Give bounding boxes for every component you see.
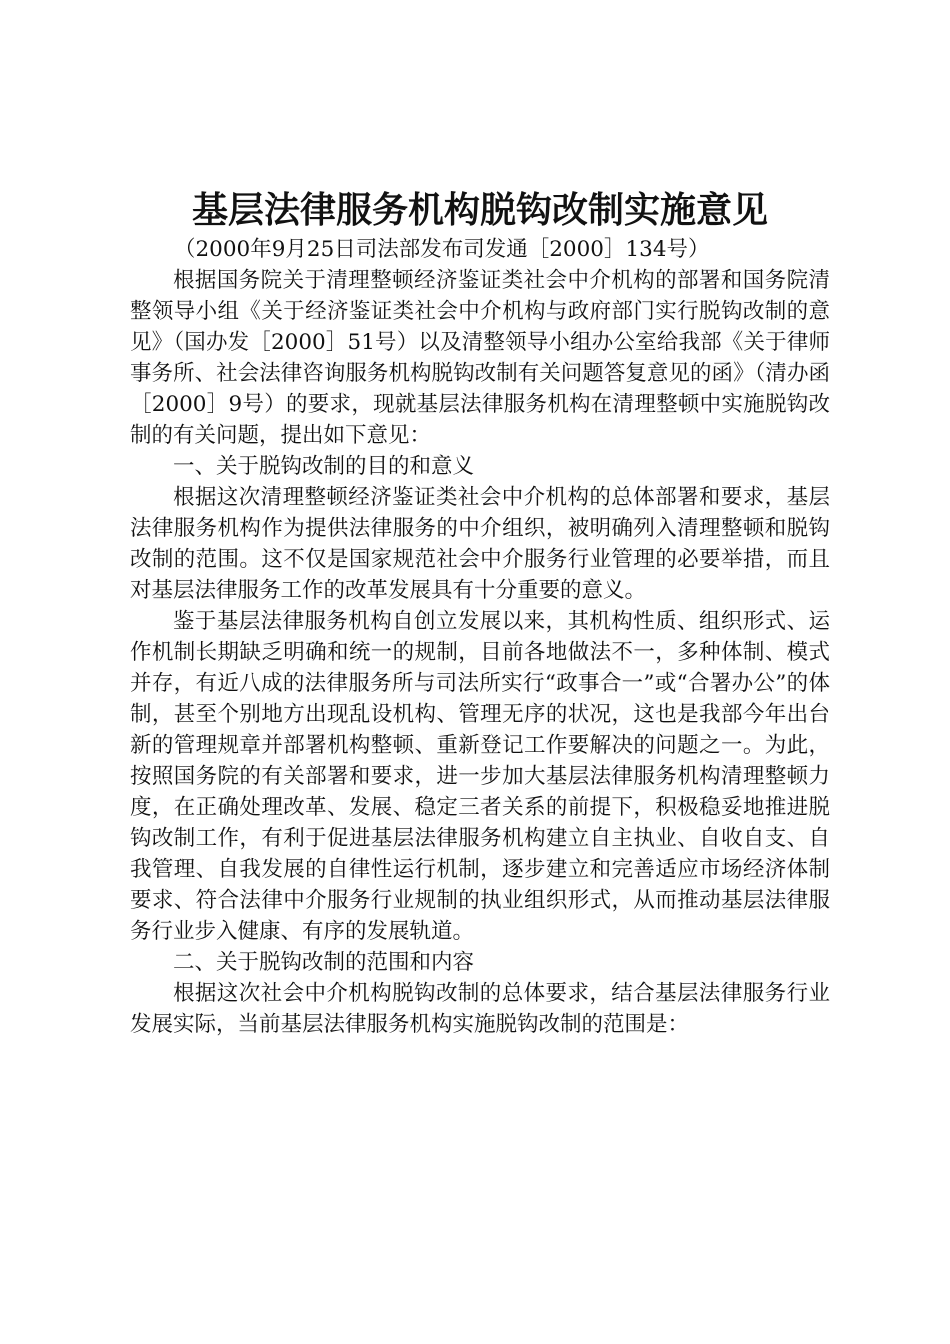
document-page xyxy=(130,186,830,1040)
intro-paragraph: 根据国务院关于清理整顿经济鉴证类社会中介机构的部署和国务院清整领导小组《关于经济鉴证类社会中介机构与政府部门实行脱钩改制的意见》（国办发［2000］51号）以及清整领导小组办公室给我部《关于律师事务所、社会法律咨询服务机构脱钩改制有关问题答复意见的函》（清办函［2000］9号）的要求，现就基层法律服务机构在清理整顿中实施脱钩改制的有关问题，提出如下意见： xyxy=(130,268,830,448)
document-title: 基层法律服务机构脱钩改制实施意见 xyxy=(191,189,768,231)
section-2-paragraph-1: 根据这次社会中介机构脱钩改制的总体要求，结合基层法律服务行业发展实际，当前基层法律服务机构实施脱钩改制的范围是： xyxy=(130,981,830,1037)
section-1-paragraph-1: 根据这次清理整顿经济鉴证类社会中介机构的总体部署和要求，基层法律服务机构作为提供法律服务的中介组织，被明确列入清理整顿和脱钩改制的范围。这不仅是国家规范社会中介服务行业管理的必要举措，而且对基层法律服务工作的改革发展具有十分重要的意义。 xyxy=(130,485,830,603)
section-1-paragraph-2: 鉴于基层法律服务机构自创立发展以来，其机构性质、组织形式、运作机制长期缺乏明确和统一的规制，目前各地做法不一，多种体制、模式并存，有近八成的法律服务所与司法所实行“政事合一”或“合署办公”的体制，甚至个别地方出现乱设机构、管理无序的状况，这也是我部今年出台新的管理规章并部署机构整顿、重新登记工作要解决的问题之一。为此，按照国务院的有关部署和要求，进一步加大基层法律服务机构清理整顿力度，在正确处理改革、发展、稳定三者关系的前提下，积极稳妥地推进脱钩改制工作，有利于促进基层法律服务机构建立自主执业、自收自支、自我管理、自我发展的自律性运行机制，逐步建立和完善适应市场经济体制要求、符合法律中介服务行业规制的执业组织形式，从而推动基层法律服务行业步入健康、有序的发展轨道。 xyxy=(130,609,830,944)
document-subtitle: （2000年9月25日司法部发布司发通［2000］134号） xyxy=(174,237,710,262)
section-heading-1: 一、关于脱钩改制的目的和意义 xyxy=(173,454,475,479)
section-heading-2: 二、关于脱钩改制的范围和内容 xyxy=(173,950,475,975)
